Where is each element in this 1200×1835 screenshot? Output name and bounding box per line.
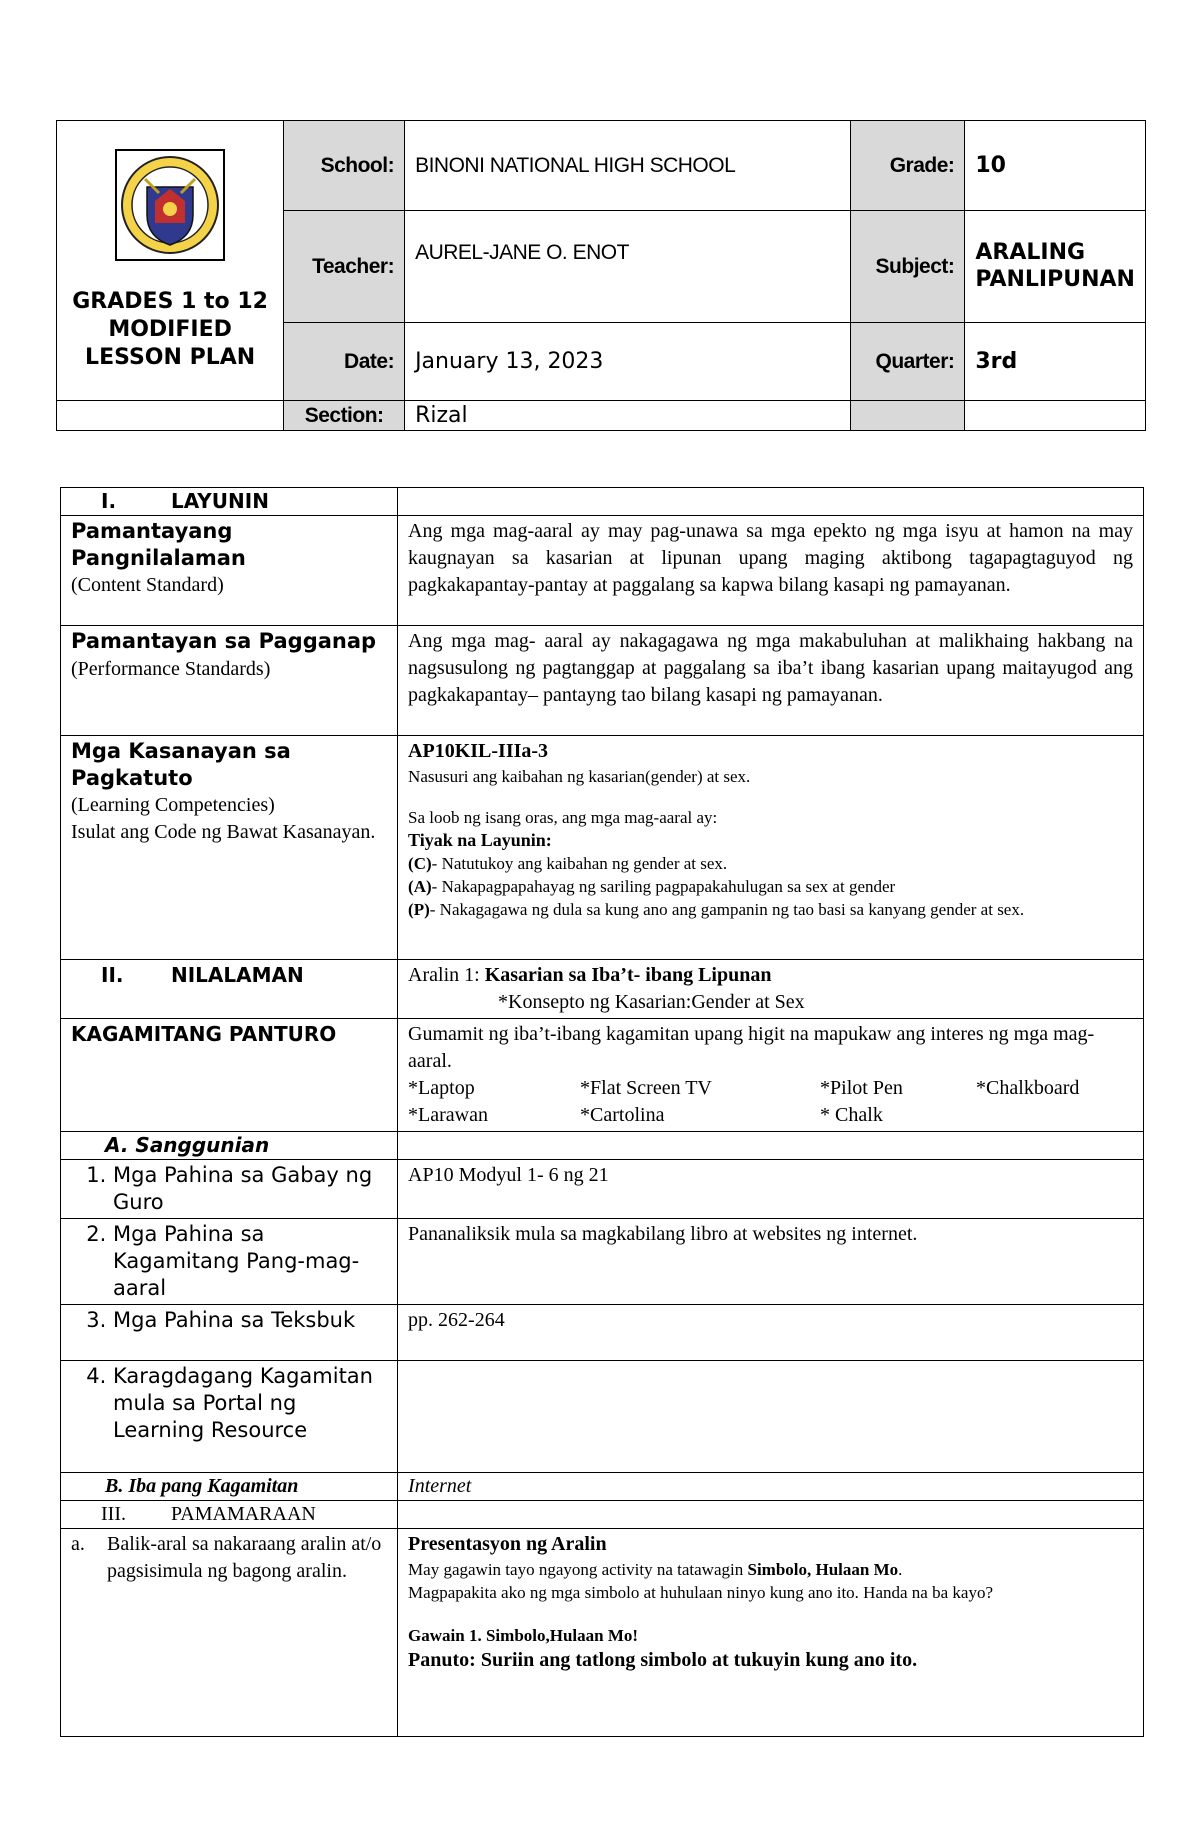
- empty-cell: [57, 401, 284, 431]
- objective-c: (C)- Natutukoy ang kaibahan ng gender at sex.: [408, 854, 728, 873]
- material-item: *Larawan: [408, 1104, 488, 1126]
- empty-cell: [398, 1501, 1144, 1529]
- iba-pang-kagamitan-value: Internet: [398, 1473, 1144, 1501]
- empty-cell: [398, 488, 1144, 516]
- material-item: *Flat Screen TV: [580, 1077, 712, 1099]
- pamamaraan-heading: III. PAMAMARAAN: [61, 1501, 398, 1529]
- material-item: * Chalk: [820, 1104, 883, 1126]
- header-table: [56, 120, 1146, 431]
- reference-value: pp. 262-264: [398, 1305, 1144, 1361]
- date-label: Date:: [284, 323, 405, 401]
- balik-aral-label: a. Balik-aral sa nakaraang aralin at/o pagsisimula ng bagong aralin.: [61, 1529, 398, 1737]
- section-value: Rizal: [405, 401, 850, 431]
- nilalaman-heading: II. NILALAMAN: [61, 960, 398, 1019]
- reference-item: 4. Karagdagang Kagamitan mula sa Portal ng Learning Resource: [61, 1361, 398, 1473]
- reference-item: 2. Mga Pahina sa Kagamitang Pang-mag-aaral: [61, 1219, 398, 1305]
- material-item: *Pilot Pen: [820, 1077, 903, 1099]
- content-standard-label: Pamantayang Pangnilalaman (Content Standard): [61, 516, 398, 626]
- teacher-label: Teacher:: [284, 211, 405, 323]
- reference-item: 1. Mga Pahina sa Gabay ng Guro: [61, 1160, 398, 1219]
- quarter-label: Quarter:: [850, 323, 965, 401]
- kagamitan-heading: KAGAMITANG PANTURO: [61, 1019, 398, 1132]
- reference-value: [398, 1361, 1144, 1473]
- performance-standard-text: Ang mga mag- aaral ay nakagagawa ng mga makabuluhan at malikhaing hakbang na nagsusulong ng pagtanggap at paggalang sa iba’t ibang kasarian upang maitayugod ang pagkakapantay– pantayng tao bilang kasapi ng pamayanan.: [398, 626, 1144, 736]
- performance-standard-label: Pamantayan sa Pagganap (Performance Standards): [61, 626, 398, 736]
- kagamitan-content: Gumamit ng iba’t-ibang kagamitan upang higit na mapukaw ang interes ng mga mag-aaral. *Laptop *Flat Screen TV *Pilot Pen *Chalkboard *Larawan *Cartolina * Chalk: [398, 1019, 1144, 1132]
- grade-value: 10: [965, 121, 1146, 211]
- grade-label: Grade:: [850, 121, 965, 211]
- objective-a: (A)- Nakapagpapahayag ng sariling pagpapakahulugan sa sex at gender: [408, 877, 896, 896]
- competencies-label: Mga Kasanayan sa Pagkatuto (Learning Competencies) Isulat ang Code ng Bawat Kasanayan.: [61, 736, 398, 960]
- panuto-text: Panuto: Suriin ang tatlong simbolo at tukuyin kung ano ito.: [408, 1649, 918, 1671]
- balik-aral-content: [398, 1529, 1144, 1737]
- competencies-content: [398, 736, 1144, 960]
- activity-instructions: Magpapakita ako ng mga simbolo at huhulaan ninyo kung ano ito. Handa na ba kayo?: [408, 1583, 993, 1602]
- objective-p: (P)- Nakagagawa ng dula sa kung ano ang gampanin ng tao basi sa kanyang gender at sex.: [408, 900, 1025, 919]
- sanggunian-heading: A. Sanggunian: [61, 1132, 398, 1160]
- competency-code: AP10KIL-IIIa-3: [408, 740, 549, 762]
- quarter-value: 3rd: [965, 323, 1146, 401]
- material-item: *Laptop: [408, 1077, 475, 1099]
- nilalaman-content: Aralin 1: Kasarian sa Iba’t- ibang Lipunan *Konsepto ng Kasarian:Gender at Sex: [398, 960, 1144, 1019]
- objectives-title: Tiyak na Layunin:: [408, 830, 552, 850]
- subject-value: ARALING PANLIPUNAN: [965, 211, 1146, 323]
- plan-title: GRADES 1 to 12 MODIFIED LESSON PLAN: [72, 289, 268, 370]
- iba-pang-kagamitan-heading: B. Iba pang Kagamitan: [61, 1473, 398, 1501]
- reference-item: 3. Mga Pahina sa Teksbuk: [61, 1305, 398, 1361]
- material-item: *Cartolina: [580, 1104, 665, 1126]
- layunin-heading: I. LAYUNIN: [61, 488, 398, 516]
- content-standard-text: Ang mga mag-aaral ay may pag-unawa sa mga epekto ng mga isyu at hamon na may kaugnayan sa kasarian at lipunan upang maging aktibong tagapagtaguyod ng pagkakapantay-pantay at paggalang sa kapwa bilang kasapi ng pamayanan.: [398, 516, 1144, 626]
- presentation-title: Presentasyon ng Aralin: [408, 1533, 607, 1555]
- empty-label-cell: [850, 401, 965, 431]
- school-label: School:: [284, 121, 405, 211]
- competency-desc: Nasusuri ang kaibahan ng kasarian(gender) at sex.: [408, 767, 751, 786]
- empty-cell: [398, 1132, 1144, 1160]
- empty-cell: [965, 401, 1146, 431]
- reference-value: AP10 Modyul 1- 6 ng 21: [398, 1160, 1144, 1219]
- reference-value: Pananaliksik mula sa magkabilang libro at websites ng internet.: [398, 1219, 1144, 1305]
- section-label: Section:: [284, 401, 405, 431]
- teacher-value: AUREL-JANE O. ENOT: [405, 211, 850, 323]
- deped-seal-icon: [115, 149, 225, 261]
- gawain-title: Gawain 1. Simbolo,Hulaan Mo!: [408, 1626, 639, 1645]
- competency-intro: Sa loob ng isang oras, ang mga mag-aaral ay:: [408, 808, 718, 827]
- school-value: BINONI NATIONAL HIGH SCHOOL: [405, 121, 850, 211]
- subject-label: Subject:: [850, 211, 965, 323]
- activity-intro: May gagawin tayo ngayong activity na tatawagin Simbolo, Hulaan Mo.: [408, 1560, 903, 1579]
- materials-list: [408, 1075, 1133, 1129]
- material-item: *Chalkboard: [976, 1077, 1080, 1099]
- material-item: [976, 1102, 1126, 1129]
- lesson-table: [60, 487, 1144, 1737]
- logo-title-cell: [57, 121, 284, 401]
- date-value: January 13, 2023: [405, 323, 850, 401]
